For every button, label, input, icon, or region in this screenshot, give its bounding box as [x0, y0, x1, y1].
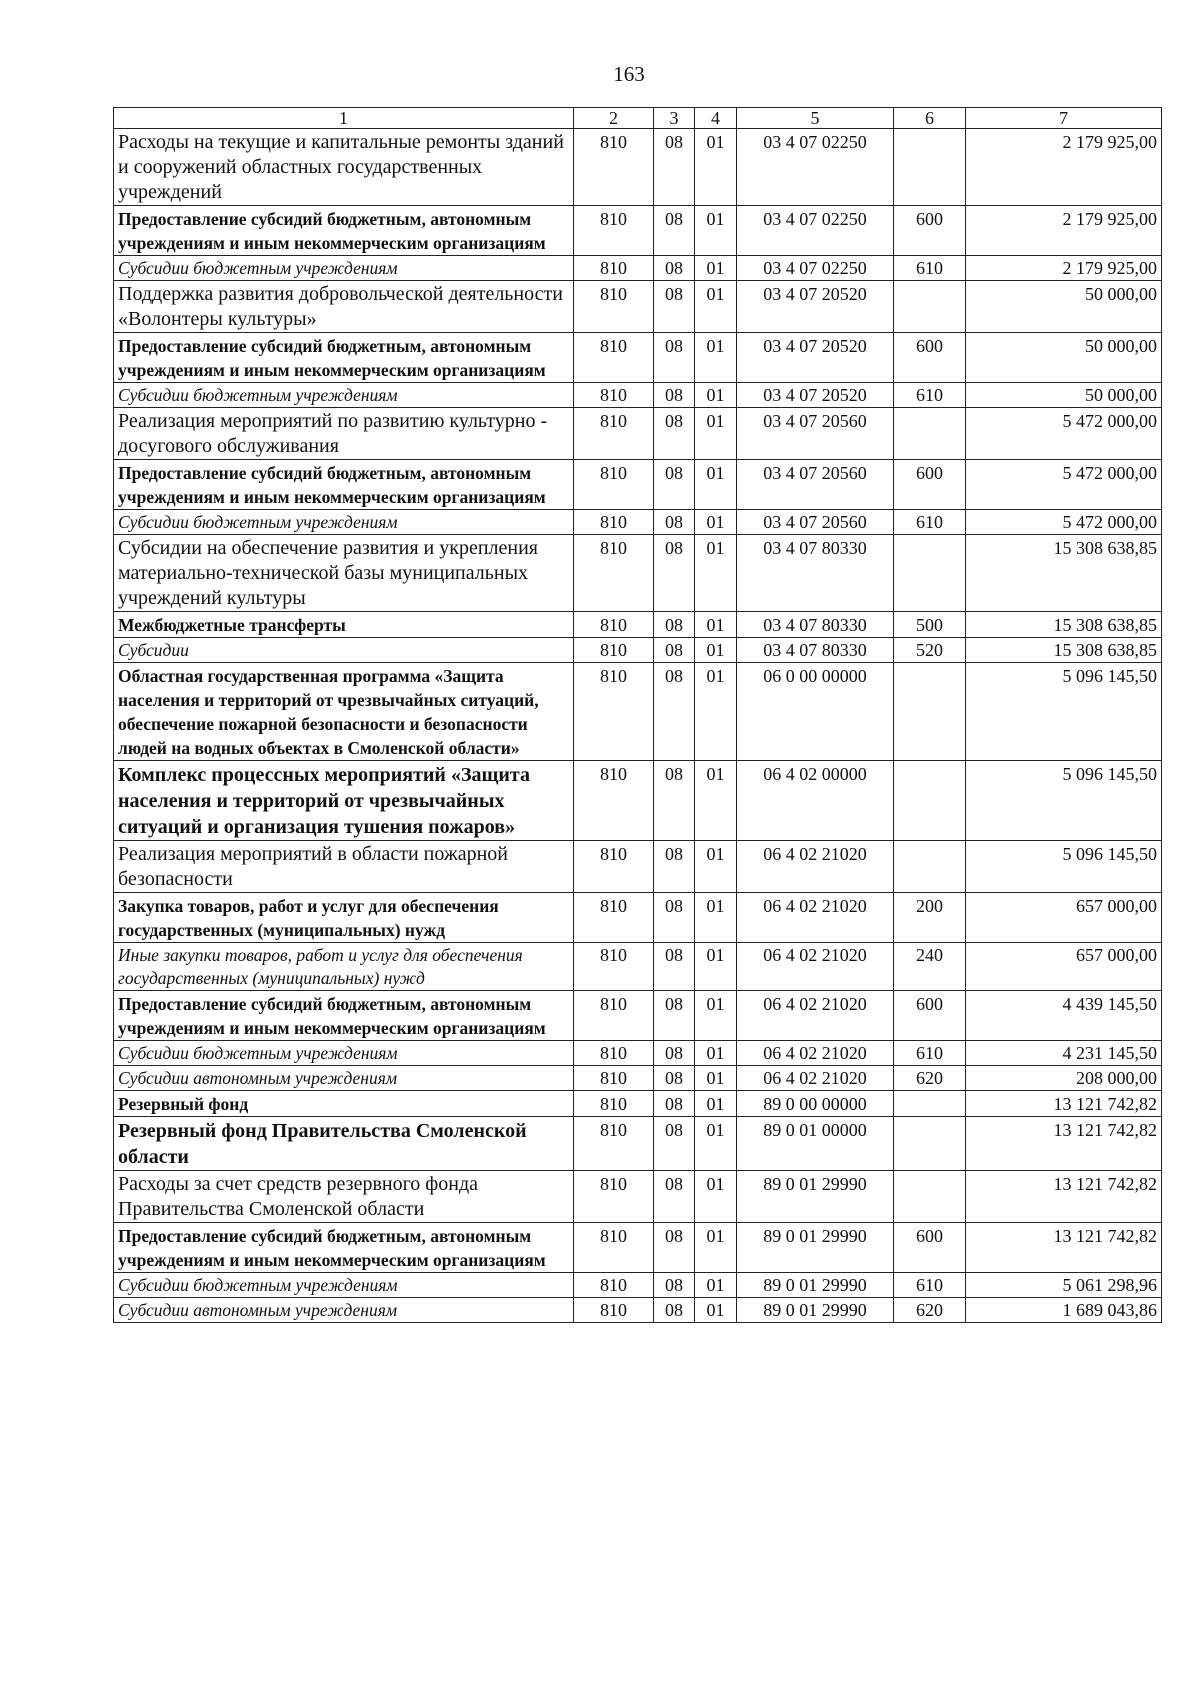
row-name-cell: Субсидии бюджетным учреждениям [114, 383, 574, 408]
table-row [114, 761, 1162, 841]
amount-cell: 15 308 638,85 [966, 612, 1162, 638]
table-row [114, 1041, 1162, 1066]
table-row [114, 893, 1162, 943]
table-row [114, 206, 1162, 256]
row-name-cell: Расходы за счет средств резервного фонда Правительства Смоленской области [114, 1171, 574, 1223]
table-row [114, 991, 1162, 1041]
target-article-cell: 03 4 07 20560 [737, 460, 894, 510]
row-name-cell: Реализация мероприятий по развитию культурно - досугового обслуживания [114, 408, 574, 460]
table-row [114, 841, 1162, 893]
section-code-cell: 810 [574, 1223, 654, 1273]
expense-type-cell [894, 281, 966, 333]
subsection-cell: 08 [654, 206, 695, 256]
row-name-cell: Закупка товаров, работ и услуг для обеспечения государственных (муниципальных) нужд [114, 893, 574, 943]
subsection2-cell: 01 [695, 206, 737, 256]
subsection2-cell: 01 [695, 612, 737, 638]
target-article-cell: 03 4 07 02250 [737, 129, 894, 206]
subsection2-cell: 01 [695, 1171, 737, 1223]
target-article-cell: 89 0 01 29990 [737, 1171, 894, 1223]
expense-type-cell: 520 [894, 638, 966, 663]
amount-cell: 13 121 742,82 [966, 1091, 1162, 1117]
table-row [114, 510, 1162, 535]
section-code-cell: 810 [574, 663, 654, 761]
target-article-cell: 06 4 02 21020 [737, 893, 894, 943]
subsection-cell: 08 [654, 663, 695, 761]
table-row [114, 1223, 1162, 1273]
row-name-cell: Областная государственная программа «Защита населения и территорий от чрезвычайных ситуаций, обеспечение пожарной безопасности и безопасности людей на водных объектах в Смоленской области» [114, 663, 574, 761]
section-code-cell: 810 [574, 893, 654, 943]
section-code-cell: 810 [574, 408, 654, 460]
row-name-cell: Предоставление субсидий бюджетным, автономным учреждениям и иным некоммерческим организациям [114, 206, 574, 256]
subsection2-cell: 01 [695, 256, 737, 281]
table-row [114, 281, 1162, 333]
table-row [114, 408, 1162, 460]
row-name-cell: Иные закупки товаров, работ и услуг для обеспечения государственных (муниципальных) нужд [114, 943, 574, 991]
target-article-cell: 06 4 02 00000 [737, 761, 894, 841]
table-row [114, 1298, 1162, 1323]
target-article-cell: 03 4 07 02250 [737, 256, 894, 281]
amount-cell: 2 179 925,00 [966, 256, 1162, 281]
section-code-cell: 810 [574, 281, 654, 333]
target-article-cell: 03 4 07 20520 [737, 383, 894, 408]
table-row [114, 943, 1162, 991]
target-article-cell: 03 4 07 80330 [737, 535, 894, 612]
subsection-cell: 08 [654, 1117, 695, 1171]
amount-cell: 50 000,00 [966, 281, 1162, 333]
target-article-cell: 03 4 07 02250 [737, 206, 894, 256]
subsection2-cell: 01 [695, 408, 737, 460]
section-code-cell: 810 [574, 129, 654, 206]
expense-type-cell: 610 [894, 1041, 966, 1066]
amount-cell: 5 472 000,00 [966, 408, 1162, 460]
subsection-cell: 08 [654, 460, 695, 510]
target-article-cell: 03 4 07 80330 [737, 612, 894, 638]
section-code-cell: 810 [574, 1041, 654, 1066]
section-code-cell: 810 [574, 1117, 654, 1171]
amount-cell: 2 179 925,00 [966, 129, 1162, 206]
target-article-cell: 06 4 02 21020 [737, 1066, 894, 1091]
subsection2-cell: 01 [695, 1117, 737, 1171]
section-code-cell: 810 [574, 943, 654, 991]
amount-cell: 13 121 742,82 [966, 1223, 1162, 1273]
subsection-cell: 08 [654, 1171, 695, 1223]
subsection2-cell: 01 [695, 1041, 737, 1066]
subsection2-cell: 01 [695, 281, 737, 333]
expense-type-cell: 240 [894, 943, 966, 991]
expense-type-cell [894, 408, 966, 460]
expense-type-cell: 600 [894, 1223, 966, 1273]
subsection2-cell: 01 [695, 1298, 737, 1323]
amount-cell: 15 308 638,85 [966, 535, 1162, 612]
table-row [114, 535, 1162, 612]
subsection-cell: 08 [654, 1091, 695, 1117]
amount-cell: 1 689 043,86 [966, 1298, 1162, 1323]
table-row [114, 1091, 1162, 1117]
column-header-6: 6 [894, 108, 966, 129]
section-code-cell: 810 [574, 841, 654, 893]
row-name-cell: Субсидии автономным учреждениям [114, 1066, 574, 1091]
amount-cell: 5 061 298,96 [966, 1273, 1162, 1298]
subsection2-cell: 01 [695, 841, 737, 893]
expense-type-cell [894, 129, 966, 206]
row-name-cell: Резервный фонд Правительства Смоленской области [114, 1117, 574, 1171]
row-name-cell: Поддержка развития добровольческой деятельности «Волонтеры культуры» [114, 281, 574, 333]
column-header-4: 4 [695, 108, 737, 129]
row-name-cell: Субсидии бюджетным учреждениям [114, 1273, 574, 1298]
amount-cell: 15 308 638,85 [966, 638, 1162, 663]
subsection-cell: 08 [654, 1273, 695, 1298]
amount-cell: 50 000,00 [966, 383, 1162, 408]
subsection-cell: 08 [654, 943, 695, 991]
row-name-cell: Комплекс процессных мероприятий «Защита населения и территорий от чрезвычайных ситуаций и организация тушения пожаров» [114, 761, 574, 841]
page-number: 163 [613, 62, 645, 86]
expense-type-cell [894, 761, 966, 841]
table-row [114, 612, 1162, 638]
target-article-cell: 06 0 00 00000 [737, 663, 894, 761]
expense-type-cell [894, 1171, 966, 1223]
table-row [114, 129, 1162, 206]
subsection2-cell: 01 [695, 893, 737, 943]
expense-type-cell: 610 [894, 256, 966, 281]
row-name-cell: Субсидии бюджетным учреждениям [114, 256, 574, 281]
section-code-cell: 810 [574, 1171, 654, 1223]
section-code-cell: 810 [574, 333, 654, 383]
row-name-cell: Предоставление субсидий бюджетным, автономным учреждениям и иным некоммерческим организациям [114, 991, 574, 1041]
amount-cell: 4 439 145,50 [966, 991, 1162, 1041]
target-article-cell: 89 0 01 29990 [737, 1223, 894, 1273]
subsection-cell: 08 [654, 408, 695, 460]
amount-cell: 4 231 145,50 [966, 1041, 1162, 1066]
target-article-cell: 89 0 00 00000 [737, 1091, 894, 1117]
amount-cell: 5 096 145,50 [966, 663, 1162, 761]
target-article-cell: 03 4 07 20520 [737, 333, 894, 383]
subsection2-cell: 01 [695, 129, 737, 206]
subsection-cell: 08 [654, 333, 695, 383]
subsection-cell: 08 [654, 510, 695, 535]
subsection-cell: 08 [654, 129, 695, 206]
column-header-3: 3 [654, 108, 695, 129]
amount-cell: 5 096 145,50 [966, 841, 1162, 893]
subsection2-cell: 01 [695, 535, 737, 612]
amount-cell: 5 096 145,50 [966, 761, 1162, 841]
subsection2-cell: 01 [695, 761, 737, 841]
expense-type-cell [894, 535, 966, 612]
subsection2-cell: 01 [695, 1091, 737, 1117]
expense-type-cell: 620 [894, 1066, 966, 1091]
row-name-cell: Реализация мероприятий в области пожарной безопасности [114, 841, 574, 893]
subsection2-cell: 01 [695, 510, 737, 535]
row-name-cell: Субсидии бюджетным учреждениям [114, 1041, 574, 1066]
subsection2-cell: 01 [695, 1066, 737, 1091]
section-code-cell: 810 [574, 460, 654, 510]
expense-type-cell: 500 [894, 612, 966, 638]
amount-cell: 208 000,00 [966, 1066, 1162, 1091]
subsection-cell: 08 [654, 535, 695, 612]
section-code-cell: 810 [574, 535, 654, 612]
expense-type-cell: 600 [894, 333, 966, 383]
subsection-cell: 08 [654, 1041, 695, 1066]
row-name-cell: Предоставление субсидий бюджетным, автономным учреждениям и иным некоммерческим организациям [114, 333, 574, 383]
row-name-cell: Расходы на текущие и капитальные ремонты зданий и сооружений областных государственных учреждений [114, 129, 574, 206]
target-article-cell: 03 4 07 20560 [737, 408, 894, 460]
subsection2-cell: 01 [695, 460, 737, 510]
subsection2-cell: 01 [695, 943, 737, 991]
section-code-cell: 810 [574, 761, 654, 841]
amount-cell: 657 000,00 [966, 943, 1162, 991]
subsection-cell: 08 [654, 256, 695, 281]
row-name-cell: Предоставление субсидий бюджетным, автономным учреждениям и иным некоммерческим организациям [114, 460, 574, 510]
table-row [114, 663, 1162, 761]
amount-cell: 5 472 000,00 [966, 460, 1162, 510]
table-row [114, 256, 1162, 281]
subsection-cell: 08 [654, 841, 695, 893]
expense-type-cell: 610 [894, 1273, 966, 1298]
column-header-1: 1 [114, 108, 574, 129]
subsection2-cell: 01 [695, 663, 737, 761]
budget-table-body [114, 108, 1162, 1323]
amount-cell: 13 121 742,82 [966, 1117, 1162, 1171]
subsection-cell: 08 [654, 1223, 695, 1273]
section-code-cell: 810 [574, 206, 654, 256]
target-article-cell: 06 4 02 21020 [737, 1041, 894, 1066]
amount-cell: 5 472 000,00 [966, 510, 1162, 535]
section-code-cell: 810 [574, 991, 654, 1041]
subsection-cell: 08 [654, 612, 695, 638]
expense-type-cell: 610 [894, 383, 966, 408]
amount-cell: 50 000,00 [966, 333, 1162, 383]
subsection2-cell: 01 [695, 333, 737, 383]
expense-type-cell: 610 [894, 510, 966, 535]
target-article-cell: 89 0 01 00000 [737, 1117, 894, 1171]
section-code-cell: 810 [574, 612, 654, 638]
section-code-cell: 810 [574, 1091, 654, 1117]
section-code-cell: 810 [574, 1273, 654, 1298]
expense-type-cell: 200 [894, 893, 966, 943]
subsection-cell: 08 [654, 1066, 695, 1091]
table-row [114, 1171, 1162, 1223]
subsection-cell: 08 [654, 761, 695, 841]
table-row [114, 460, 1162, 510]
target-article-cell: 89 0 01 29990 [737, 1298, 894, 1323]
expense-type-cell: 600 [894, 460, 966, 510]
target-article-cell: 03 4 07 20520 [737, 281, 894, 333]
target-article-cell: 06 4 02 21020 [737, 991, 894, 1041]
subsection2-cell: 01 [695, 1223, 737, 1273]
expense-type-cell: 600 [894, 206, 966, 256]
subsection2-cell: 01 [695, 638, 737, 663]
target-article-cell: 89 0 01 29990 [737, 1273, 894, 1298]
expense-type-cell [894, 1091, 966, 1117]
table-row [114, 638, 1162, 663]
section-code-cell: 810 [574, 638, 654, 663]
section-code-cell: 810 [574, 256, 654, 281]
table-row [114, 1273, 1162, 1298]
column-header-7: 7 [966, 108, 1162, 129]
subsection2-cell: 01 [695, 1273, 737, 1298]
expense-type-cell [894, 841, 966, 893]
table-row [114, 1066, 1162, 1091]
target-article-cell: 03 4 07 20560 [737, 510, 894, 535]
subsection-cell: 08 [654, 281, 695, 333]
amount-cell: 13 121 742,82 [966, 1171, 1162, 1223]
subsection-cell: 08 [654, 1298, 695, 1323]
row-name-cell: Резервный фонд [114, 1091, 574, 1117]
section-code-cell: 810 [574, 510, 654, 535]
row-name-cell: Субсидии бюджетным учреждениям [114, 510, 574, 535]
table-row [114, 333, 1162, 383]
target-article-cell: 03 4 07 80330 [737, 638, 894, 663]
row-name-cell: Предоставление субсидий бюджетным, автономным учреждениям и иным некоммерческим организациям [114, 1223, 574, 1273]
budget-table [113, 107, 1162, 1323]
section-code-cell: 810 [574, 1298, 654, 1323]
row-name-cell: Субсидии на обеспечение развития и укрепления материально-технической базы муниципальных учреждений культуры [114, 535, 574, 612]
row-name-cell: Межбюджетные трансферты [114, 612, 574, 638]
column-header-5: 5 [737, 108, 894, 129]
target-article-cell: 06 4 02 21020 [737, 841, 894, 893]
subsection-cell: 08 [654, 638, 695, 663]
column-header-2: 2 [574, 108, 654, 129]
expense-type-cell [894, 663, 966, 761]
table-row [114, 383, 1162, 408]
amount-cell: 2 179 925,00 [966, 206, 1162, 256]
expense-type-cell: 620 [894, 1298, 966, 1323]
subsection2-cell: 01 [695, 991, 737, 1041]
row-name-cell: Субсидии автономным учреждениям [114, 1298, 574, 1323]
expense-type-cell: 600 [894, 991, 966, 1041]
section-code-cell: 810 [574, 383, 654, 408]
target-article-cell: 06 4 02 21020 [737, 943, 894, 991]
table-row [114, 1117, 1162, 1171]
subsection2-cell: 01 [695, 383, 737, 408]
row-name-cell: Субсидии [114, 638, 574, 663]
expense-type-cell [894, 1117, 966, 1171]
subsection-cell: 08 [654, 383, 695, 408]
section-code-cell: 810 [574, 1066, 654, 1091]
amount-cell: 657 000,00 [966, 893, 1162, 943]
subsection-cell: 08 [654, 991, 695, 1041]
column-number-header-row [114, 108, 1162, 129]
subsection-cell: 08 [654, 893, 695, 943]
